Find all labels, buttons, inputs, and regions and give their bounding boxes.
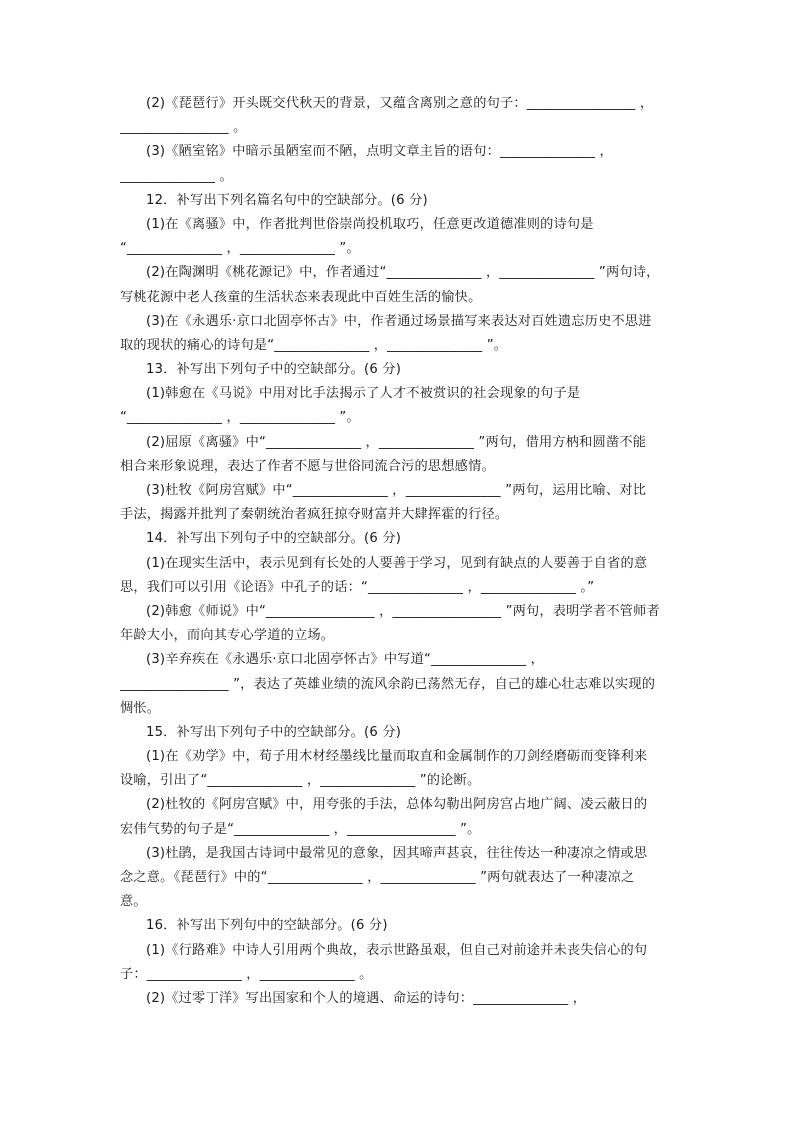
text-line: (3)《陋室铭》中暗示虽陋室而不陋，点明文章主旨的语句：______________ ， xyxy=(146,144,613,160)
text-line: 相合来形象说理，表达了作者不愿与世俗同流合污的思想感情。 xyxy=(120,458,495,474)
text-line: 写桃花源中老人孩童的生活状态来表现此中百姓生活的愉快。 xyxy=(120,289,482,305)
text-line: “______________ ，______________ ”。 xyxy=(120,241,360,257)
text-line: 意。 xyxy=(120,894,147,910)
text-line: (1)《行路难》中诗人引用两个典故，表示世路虽艰，但自己对前途并未丧失信心的句 xyxy=(146,942,648,958)
text-line: ________________ ”，表达了英雄业绩的流风余韵已荡然无存，自己的雄心壮志难以实现的 xyxy=(120,676,656,692)
worksheet-page xyxy=(120,92,675,1011)
text-line: (3)辛弃疾在《永遇乐·京口北固亭怀古》中写道“______________ ， xyxy=(146,652,544,668)
text-line: (1)在《劝学》中，荀子用木材经墨线比量而取直和金属制作的刀剑经磨砺而变锋利来 xyxy=(146,749,648,765)
text-line: 14．补写出下列句子中的空缺部分。(6 分) xyxy=(146,531,402,547)
text-line: 年龄大小，而向其专心学道的立场。 xyxy=(120,628,335,644)
text-line: (1)在《离骚》中，作者批判世俗崇尚投机取巧，任意更改道德准则的诗句是 xyxy=(146,216,594,232)
text-line: (2)《琵琶行》开头既交代秋天的背景，又蕴含离别之意的句子：________________ ， xyxy=(146,96,654,111)
text-line: (3)在《永遇乐·京口北固亭怀古》中，作者通过场景描写来表达对百姓遗忘历史不思进 xyxy=(146,313,652,329)
text-line: 惆怅。 xyxy=(120,700,161,716)
text-line: 16．补写出下列句中的空缺部分。(6 分) xyxy=(146,918,388,934)
text-line: 念之意。《琵琶行》中的“______________ ，______________ ”两句就表达了一种凄凉之 xyxy=(120,870,635,885)
text-line: (2)韩愈《师说》中“________________ ，________________ ”两句，表明学者不管师者 xyxy=(146,603,660,619)
text-line: (1)在现实生活中，表示见到有长处的人要善于学习，见到有缺点的人要善于自省的意 xyxy=(146,555,648,571)
text-line: 思，我们可以引用《论语》中孔子的话：“______________ ，______________ 。” xyxy=(120,579,595,595)
text-line: ________________ 。 xyxy=(120,120,247,136)
text-line: (2)《过零丁洋》写出国家和个人的境遇、命运的诗句：______________ ， xyxy=(146,990,587,1006)
text-line: ______________ 。 xyxy=(120,168,233,184)
text-line: (2)杜牧的《阿房宫赋》中，用夸张的手法，总体勾勒出阿房宫占地广阔、凌云蔽日的 xyxy=(146,797,648,813)
text-line: (3)杜牧《阿房宫赋》中“______________ ，______________ ”两句，运用比喻、对比 xyxy=(146,483,647,498)
text-line: 12．补写出下列名篇名句中的空缺部分。(6 分) xyxy=(146,192,428,208)
text-line: (2)在陶渊明《桃花源记》中，作者通过“______________ ，______________ ”两句诗， xyxy=(146,265,660,281)
text-line: 13．补写出下列句子中的空缺部分。(6 分) xyxy=(146,362,402,378)
text-line: 子：______________ ，______________ 。 xyxy=(120,966,373,982)
text-line: 15．补写出下列句子中的空缺部分。(6 分) xyxy=(146,724,402,740)
text-line: “______________ ，______________ ”。 xyxy=(120,410,360,426)
text-line: 取的现状的痛心的诗句是“______________ ，______________ ”。 xyxy=(120,337,508,353)
text-line: 宏伟气势的句子是“______________ ，________________ ”。 xyxy=(120,821,481,837)
text-line: (2)屈原《离骚》中“______________ ，______________ ”两句，借用方枘和圆凿不能 xyxy=(146,434,647,450)
text-line: (1)韩愈在《马说》中用对比手法揭示了人才不被赏识的社会现象的句子是 xyxy=(146,386,581,402)
text-line: 手法，揭露并批判了秦朝统治者疯狂掠夺财富并大肆挥霍的行径。 xyxy=(120,507,509,523)
text-line: 设喻，引出了“______________ ，______________ ”的论断。 xyxy=(120,773,481,789)
text-line: (3)杜鹃，是我国古诗词中最常见的意象，因其啼声甚哀，往往传达一种凄凉之情或思 xyxy=(146,845,648,861)
